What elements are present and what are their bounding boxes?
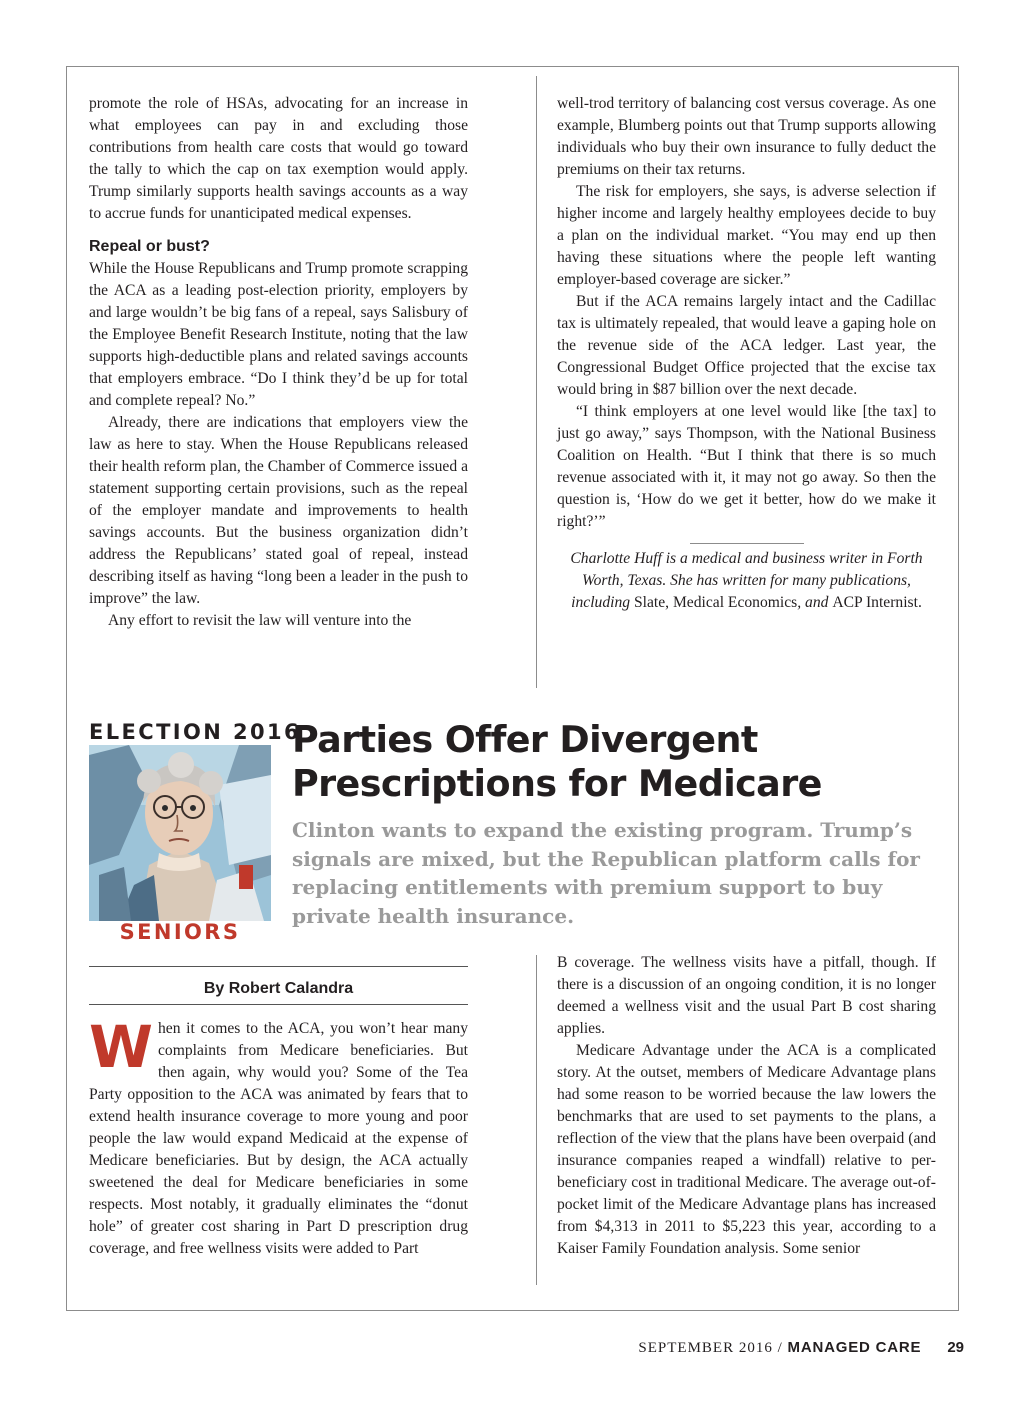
footer-date: SEPTEMBER 2016 / bbox=[638, 1340, 788, 1356]
article-dek: Clinton wants to expand the existing program. Trump’s signals are mixed, but the Republican platform calls for replacing entitlements with premium support to buy private health insurance. bbox=[292, 818, 920, 928]
article-right-column bbox=[557, 952, 936, 1260]
paragraph: Already, there are indications that employers view the law as here to stay. When the House Republicans released their health reform plan, the Chamber of Commerce issued a statement supporting certain provisions, such as the repeal of the employer mandate and improvements to health savings accounts. But the business organization didn’t address the Republicans’ stated goal of repeal, instead describing itself as having “long been a leader in the push to improve” the law. bbox=[89, 414, 468, 607]
paragraph: “I think employers at one level would like [the tax] to just go away,” says Thompson, with the National Business Coalition on Health. “But I think that there is so much revenue associated with it, it may not go away. So then the question is, ‘How do we get it better, how do we make it right?’” bbox=[557, 403, 936, 530]
paragraph: While the House Republicans and Trump promote scrapping the ACA as a leading post-election priority, employers by and large wouldn’t be big fans of a repeal, says Salisbury of the Employee Benefit Research Institute, noting that the law supports high-deductible plans and related savings accounts that employers embrace. “Do I think they’d be up for total and complete repeal? No.” bbox=[89, 260, 468, 409]
continued-article-right-column bbox=[557, 93, 936, 614]
column-divider-top bbox=[536, 76, 537, 688]
paragraph: The risk for employers, she says, is adverse selection if higher income and largely healthy employees decide to buy a plan on the individual market. “You may end up then having these situations where the people left wanting employer-based coverage are sicker.” bbox=[557, 183, 936, 288]
author-bio bbox=[557, 548, 936, 614]
paragraph: Any effort to revisit the law will venture into the bbox=[108, 612, 412, 629]
paragraph: well-trod territory of balancing cost versus coverage. As one example, Blumberg points out that Trump supports allowing individuals who buy their own insurance to fully deduct the premiums on their tax returns. bbox=[557, 95, 936, 178]
column-divider-bottom bbox=[536, 955, 537, 1285]
byline-rule-bottom bbox=[89, 1004, 468, 1005]
section-subhead: Repeal or bust? bbox=[89, 238, 210, 255]
bio-publication: Slate bbox=[633, 594, 666, 611]
paragraph: Medicare Advantage under the ACA is a complicated story. At the outset, members of Medicare Advantage plans had some reason to be worried because the law lowers the benchmarks that are used to set payments to the plans, a reflection of the view that the plans have been overpaid (and insurance companies reaped a windfall) relative to per-beneficiary cost in traditional Medicare. The average out-of-pocket limit of the Medicare Advantage plans has increased from $4,313 in 2011 to $5,223 this year, according to a Kaiser Family Foundation analysis. Some senior bbox=[557, 1042, 936, 1257]
paragraph: B coverage. The wellness visits have a pitfall, though. If there is a discussion of an ongoing condition, it is no longer deemed a wellness visit and the usual Part B cost sharing applies. bbox=[557, 954, 936, 1037]
article-left-column bbox=[89, 1013, 468, 1260]
bio-text: Charlotte Huff is a medical and business writer in Forth Worth, Texas. She has written for many publications, including bbox=[570, 550, 923, 611]
section-kicker: ELECTION 2016 bbox=[89, 720, 302, 744]
paragraph: promote the role of HSAs, advocating for an increase in what employees can pay in and excluding those contributions from health care costs that would go toward the tally to which the cap on tax exemption would apply. Trump similarly supports health savings accounts as a way to accrue funds for unanticipated medical expenses. bbox=[89, 95, 468, 222]
byline-rule-top bbox=[89, 966, 468, 967]
paragraph: But if the ACA remains largely intact and the Cadillac tax is ultimately repealed, that would leave a gaping hole on the revenue side of the ACA ledger. Last year, the Congressional Budget Office projected that the excise tax would bring in $87 billion over the next decade. bbox=[557, 293, 936, 398]
bio-publication: Medical Economics bbox=[672, 594, 798, 611]
seniors-illustration bbox=[89, 745, 271, 921]
bio-publication: ACP Internist bbox=[832, 594, 918, 611]
bio-text: , and bbox=[797, 594, 833, 611]
paragraph bbox=[89, 1013, 468, 1260]
bio-text: . bbox=[917, 594, 922, 611]
article-headline: Parties Offer Divergent Prescriptions for Medicare bbox=[292, 718, 822, 805]
continued-article-left-column bbox=[89, 93, 468, 632]
drop-cap: W bbox=[89, 1013, 153, 1081]
section-kicker-seniors: SENIORS bbox=[119, 920, 241, 944]
bio-separator bbox=[690, 543, 804, 544]
byline: By Robert Calandra bbox=[203, 980, 354, 997]
footer-magazine-name: MANAGED CARE bbox=[787, 1339, 922, 1356]
bio-text: , bbox=[665, 594, 673, 611]
paragraph-text: hen it comes to the ACA, you won’t hear many complaints from Medicare beneficiaries. But then again, why would you? Some of the Tea Party opposition to the ACA was animated by fears that to extend health insurance coverage to more young and poor people the law would expand Medicaid at the expense of Medicare beneficiaries. But by design, the ACA actually sweetened the deal for Medicare beneficiaries in some respects. Most notably, it gradually eliminates the “donut hole” of greater cost sharing in Part D prescription drug coverage, and free wellness visits were added to Part bbox=[89, 1020, 468, 1257]
page-footer bbox=[638, 1339, 964, 1357]
page-number: 29 bbox=[947, 1339, 964, 1356]
